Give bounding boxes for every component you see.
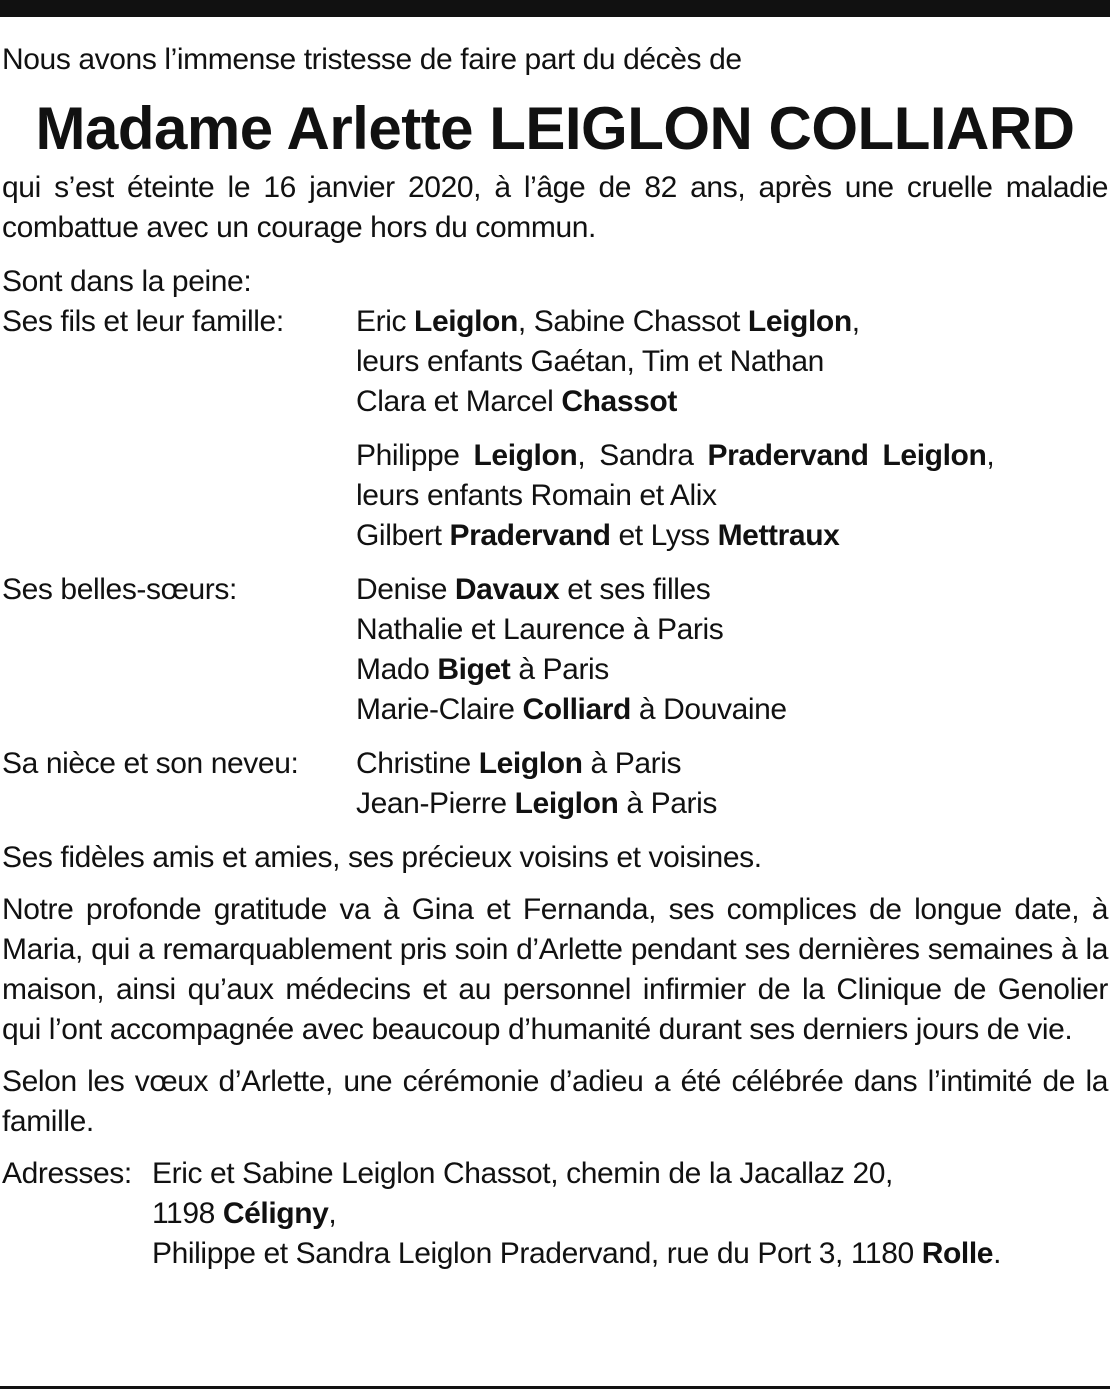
addresses-entries xyxy=(152,1154,1108,1274)
sisters-in-law-entries xyxy=(356,570,1108,730)
top-rule xyxy=(0,0,1110,17)
sisters-line1: Denise Davaux et ses filles xyxy=(356,573,711,606)
friends-text: Ses fidèles amis et amies, ses précieux voisins et voisines. xyxy=(2,841,762,874)
intro-text: Nous avons l’immense tristesse de faire part du décès de xyxy=(2,43,742,76)
obituary-notice xyxy=(2,40,1108,1274)
ceremony-text: Selon les vœux d’Arlette, une cérémonie d’adieu a été célébrée dans l’intimité de la famille. xyxy=(2,1065,1108,1138)
niece-nephew-label: Sa nièce et son neveu: xyxy=(2,747,299,780)
death-notice-text: qui s’est éteinte le 16 janvier 2020, à l’âge de 82 ans, après une cruelle maladie combattue avec un courage hors du commun. xyxy=(2,171,1108,244)
sons-label: Ses fils et leur famille: xyxy=(2,305,284,338)
deceased-name: Madame Arlette LEIGLON COLLIARD xyxy=(35,95,1075,162)
mourners-heading: Sont dans la peine: xyxy=(2,265,252,298)
sons-entries xyxy=(356,302,1108,556)
sons-family1-line3: Clara et Marcel Chassot xyxy=(356,385,677,418)
sons-family2-line1: Philippe Leiglon, Sandra Pradervand Leiglon, xyxy=(356,439,995,472)
sisters-in-law-section xyxy=(2,570,1108,730)
address-line1: Eric et Sabine Leiglon Chassot, chemin de la Jacallaz 20, xyxy=(152,1157,893,1190)
sisters-line2: Nathalie et Laurence à Paris xyxy=(356,613,724,646)
sons-family2-line3: Gilbert Pradervand et Lyss Mettraux xyxy=(356,519,840,552)
sisters-line4: Marie-Claire Colliard à Douvaine xyxy=(356,693,787,726)
address-line2: 1198 Céligny, xyxy=(152,1197,337,1230)
niece-nephew-section xyxy=(2,744,1108,824)
bottom-rule xyxy=(0,1386,1110,1389)
nephew-line: Jean-Pierre Leiglon à Paris xyxy=(356,787,717,820)
addresses-label: Adresses: xyxy=(2,1157,132,1190)
sons-section xyxy=(2,302,1108,556)
sons-family1-line2: leurs enfants Gaétan, Tim et Nathan xyxy=(356,345,824,378)
niece-nephew-entries xyxy=(356,744,1108,824)
sons-family1-line1: Eric Leiglon, Sabine Chassot Leiglon, xyxy=(356,305,860,338)
gratitude-text: Notre profonde gratitude va à Gina et Fernanda, ses complices de longue date, à Maria, qui a remarquablement pris soin d’Arlette pendant ses dernières semaines à la maison, ainsi qu’aux médecins et au personnel infirmier de la Clinique de Genolier qui l’ont accompagnée avec beaucoup d’humanité durant ses derniers jours de vie. xyxy=(2,893,1108,1046)
addresses-section xyxy=(2,1154,1108,1274)
sisters-in-law-label: Ses belles-sœurs: xyxy=(2,573,237,606)
sisters-line3: Mado Biget à Paris xyxy=(356,653,609,686)
address-line3: Philippe et Sandra Leiglon Pradervand, rue du Port 3, 1180 Rolle. xyxy=(152,1237,1002,1270)
niece-line: Christine Leiglon à Paris xyxy=(356,747,682,780)
sons-family2-line2: leurs enfants Romain et Alix xyxy=(356,479,717,512)
